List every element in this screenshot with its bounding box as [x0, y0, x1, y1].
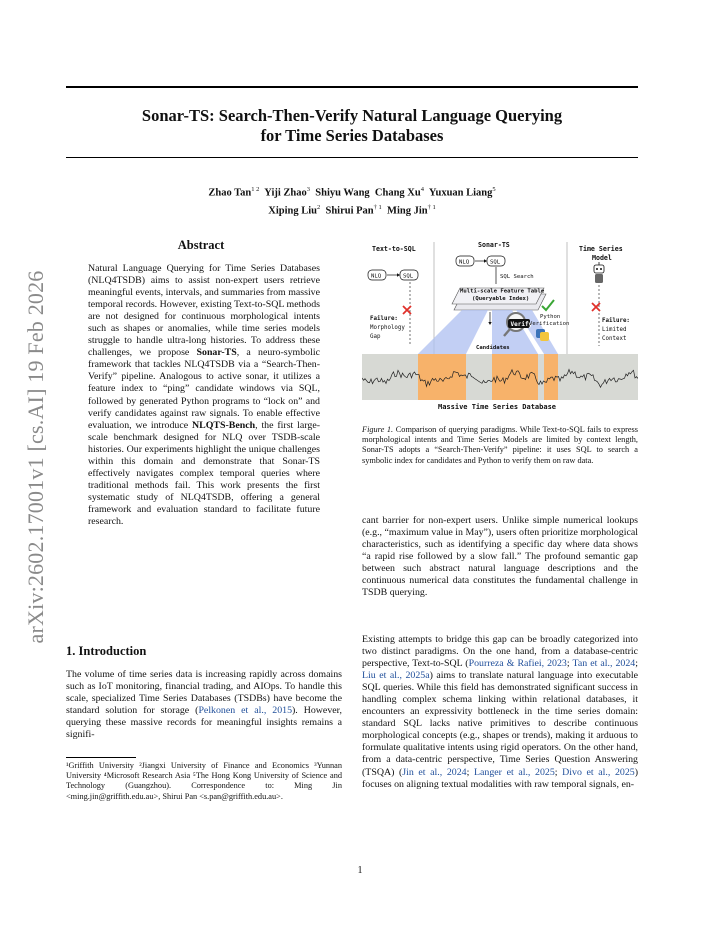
body-text: ) focuses on aligning textual modalities with raw temporal signals, en- — [362, 766, 639, 790]
abstract-text: Natural Language Querying for Time Series Databases (NLQ4TSDB) aims to assist non-expert users retrieve meaningful events, intervals, and summaries from massive temporal records. However, existing Text-to-SQL methods are not designed for continuous morphological intents such as shapes or anomalies, while time series models struggle to handle ultra-long histories. To address these challenges, we propose — [88, 263, 321, 359]
body-text: Existing attempts to bridge this gap can be broadly categorized into two distinct paradigms. On the one hand, from a database-centric perspective, Text-to-SQL ( — [362, 634, 638, 670]
arrowhead — [484, 259, 487, 262]
index-label: Multi-scale Feature Table — [460, 288, 545, 295]
author-name: Yiji Zhao — [264, 187, 307, 199]
header-sonar-ts: Sonar-TS — [478, 241, 510, 249]
citation-link[interactable]: Divo et al., 2025 — [562, 766, 635, 778]
abstract-body — [88, 263, 320, 528]
header-text-to-sql: Text-to-SQL — [372, 245, 416, 253]
page-number: 1 — [357, 865, 363, 876]
citation-link[interactable]: Liu et al., 2025a — [362, 670, 430, 682]
author-affiliation: 5 — [492, 186, 496, 193]
author-list — [66, 183, 638, 218]
author-affiliation: 1 2 — [251, 186, 260, 193]
author-line-2 — [66, 201, 638, 219]
arrowhead — [397, 273, 400, 276]
citation-link[interactable]: Langer et al., 2025 — [474, 766, 555, 778]
author-name: Xiping Liu — [268, 205, 317, 216]
arrowhead — [488, 322, 491, 325]
author-affiliation: 2 — [317, 203, 321, 211]
failure-reason: Limited — [602, 327, 627, 333]
verify-label: Verify — [510, 321, 533, 328]
intro-right-paragraph-1 — [362, 515, 638, 599]
author-affiliation: † 1 — [373, 203, 382, 211]
author-name: Chang Xu — [374, 187, 421, 199]
body-text: cant barrier for non-expert users. Unlike simple numerical lookups (e.g., “maximum value in May”), users often prioritize morphological characteristics, such as identifying a specific day where data shows “a rapid rise followed by a slow fall.” The profound semantic gap between such abstract natural language descriptions and the continuous numerical data constitutes the fundamental challenge in TSDB querying. — [362, 515, 638, 599]
python-label: Verification — [529, 321, 570, 327]
body-text: ; — [466, 766, 474, 778]
header-time-series-model: Time Series — [579, 245, 623, 253]
index-label: (Queryable Index) — [472, 296, 530, 302]
author-name: Ming Jin — [387, 205, 428, 216]
citation-link[interactable]: Pourreza & Rafiei, 2023 — [468, 658, 567, 670]
body-text: ). However, querying these massive records for meaningful insights remains a signifi- — [66, 705, 342, 741]
body-text: ; — [554, 766, 563, 778]
figure-1-caption — [362, 425, 638, 466]
body-text: The volume of time series data is increasing rapidly across domains such as IoT monitoring, financial trading, and AIOps. To handle this scale, specialized Time Series Databases (TSDBs) have become the standard solution for storage ( — [66, 669, 342, 717]
citation-link[interactable]: Jin et al., 2024 — [402, 766, 467, 778]
author-name: Yuxuan Liang — [428, 187, 493, 199]
failure-reason: Context — [602, 336, 627, 342]
footnote-rule — [66, 757, 136, 758]
failure-reason: Morphology — [370, 325, 405, 331]
author-affiliation: † 1 — [427, 203, 436, 211]
nlq-label: NLQ — [371, 273, 382, 280]
section-heading-introduction: 1. Introduction — [66, 644, 147, 658]
arxiv-watermark: arXiv:2602.17001v1 [cs.AI] 19 Feb 2026 — [23, 270, 48, 644]
database-label: Massive Time Series Database — [438, 403, 557, 411]
method-name: Sonar-TS — [196, 347, 237, 359]
intro-right-paragraph-2 — [362, 634, 638, 791]
failure-label: Failure: — [370, 316, 398, 322]
check-icon — [542, 300, 554, 310]
figure-label: Figure 1. — [362, 425, 394, 434]
body-text: ) aims to translate natural language into executable SQL queries. While this field has demonstrated significant success in handling complex schema linking within relational databases, it encounters an expressivity bottleneck in the time series domain: standard SQL lacks native primitives to describe continuous morphological concepts (e.g., shapes or trends), making it arduous to formulate qualitative intents using rigid operators. On the other hand, from a data-centric perspective, Time Series Question Answering (TSQA) ( — [362, 670, 638, 778]
author-affiliation: 4 — [420, 186, 424, 193]
author-affiliation: 3 — [306, 186, 311, 193]
author-name: Shiyu Wang — [315, 187, 370, 199]
citation-link[interactable]: Tan et al., 2024 — [572, 658, 636, 670]
header-time-series-model-2: Model — [592, 254, 612, 262]
author-name: Shirui Pan — [325, 205, 374, 216]
python-label: Python — [540, 314, 561, 320]
intro-left-paragraph — [66, 669, 342, 741]
body-text: ; — [635, 658, 638, 670]
candidate-window — [418, 354, 466, 400]
abstract-text: , a neuro-symbolic framework that tackles NLQ4TSDB via a “Search-Then-Verify” pipeline. Analogous to active sonar, it utilizes a feature index to “ping” candidate windows via SQL, followed by generated Python programs to “lock on” and verify candidates against raw signals. To enable effective evaluation, we introduce — [88, 347, 320, 431]
sql-label: SQL — [403, 273, 414, 280]
sql-search-label: SQL Search — [500, 274, 534, 280]
candidates-label: Candidates — [476, 345, 510, 351]
title-bottom-rule — [66, 157, 638, 158]
citation-link[interactable]: Pelkonen et al., 2015 — [198, 705, 293, 717]
sql-label: SQL — [490, 259, 501, 266]
paper-title — [66, 106, 638, 146]
abstract-heading: Abstract — [177, 238, 225, 252]
candidate-window — [492, 354, 538, 400]
title-line-2: for Time Series Databases — [260, 126, 444, 145]
robot-icon — [594, 262, 604, 283]
author-name: Zhao Tan — [208, 187, 252, 199]
caption-text: Comparison of querying paradigms. While Text-to-SQL fails to express morphological intents and Time Series Models are limited by context length, Sonar-TS adopts a “Search-Then-Verify” pipeline: it uses SQL to search a symbolic index for candidates and Python to verify them on raw data. — [362, 425, 638, 465]
title-line-1: Sonar-TS: Search-Then-Verify Natural Language Querying — [141, 106, 563, 125]
title-top-rule — [66, 86, 638, 88]
affiliations-footnote: ¹Griffith University ²Jiangxi University of Finance and Economics ³Yunnan University ⁴Microsoft Research Asia ⁵The Hong Kong University of Science and Technology (Guangzhou). Correspondence to: Ming Jin <ming.jin@griffith.edu.au>, Shirui Pan <s.pan@griffith.edu.au>. — [66, 761, 342, 801]
benchmark-name: NLQTS-Bench — [192, 419, 256, 431]
failure-label: Failure: — [602, 318, 630, 324]
body-text: ; — [566, 658, 573, 670]
nlq-label: NLQ — [459, 259, 470, 266]
author-line-1 — [66, 183, 638, 201]
figure-1-diagram — [362, 238, 638, 414]
abstract-text: , the first large-scale benchmark designed for NLQ over TSDB-scale histories. Our experiments highlight the unique challenges within this domain and demonstrate that Sonar-TS effectively navigates complex temporal queries where traditional methods fail. This work presents the first systematic study of NLQ4TSDB, offering a general framework and evaluation standard to facilitate future research. — [88, 419, 320, 527]
failure-reason: Gap — [370, 334, 381, 340]
